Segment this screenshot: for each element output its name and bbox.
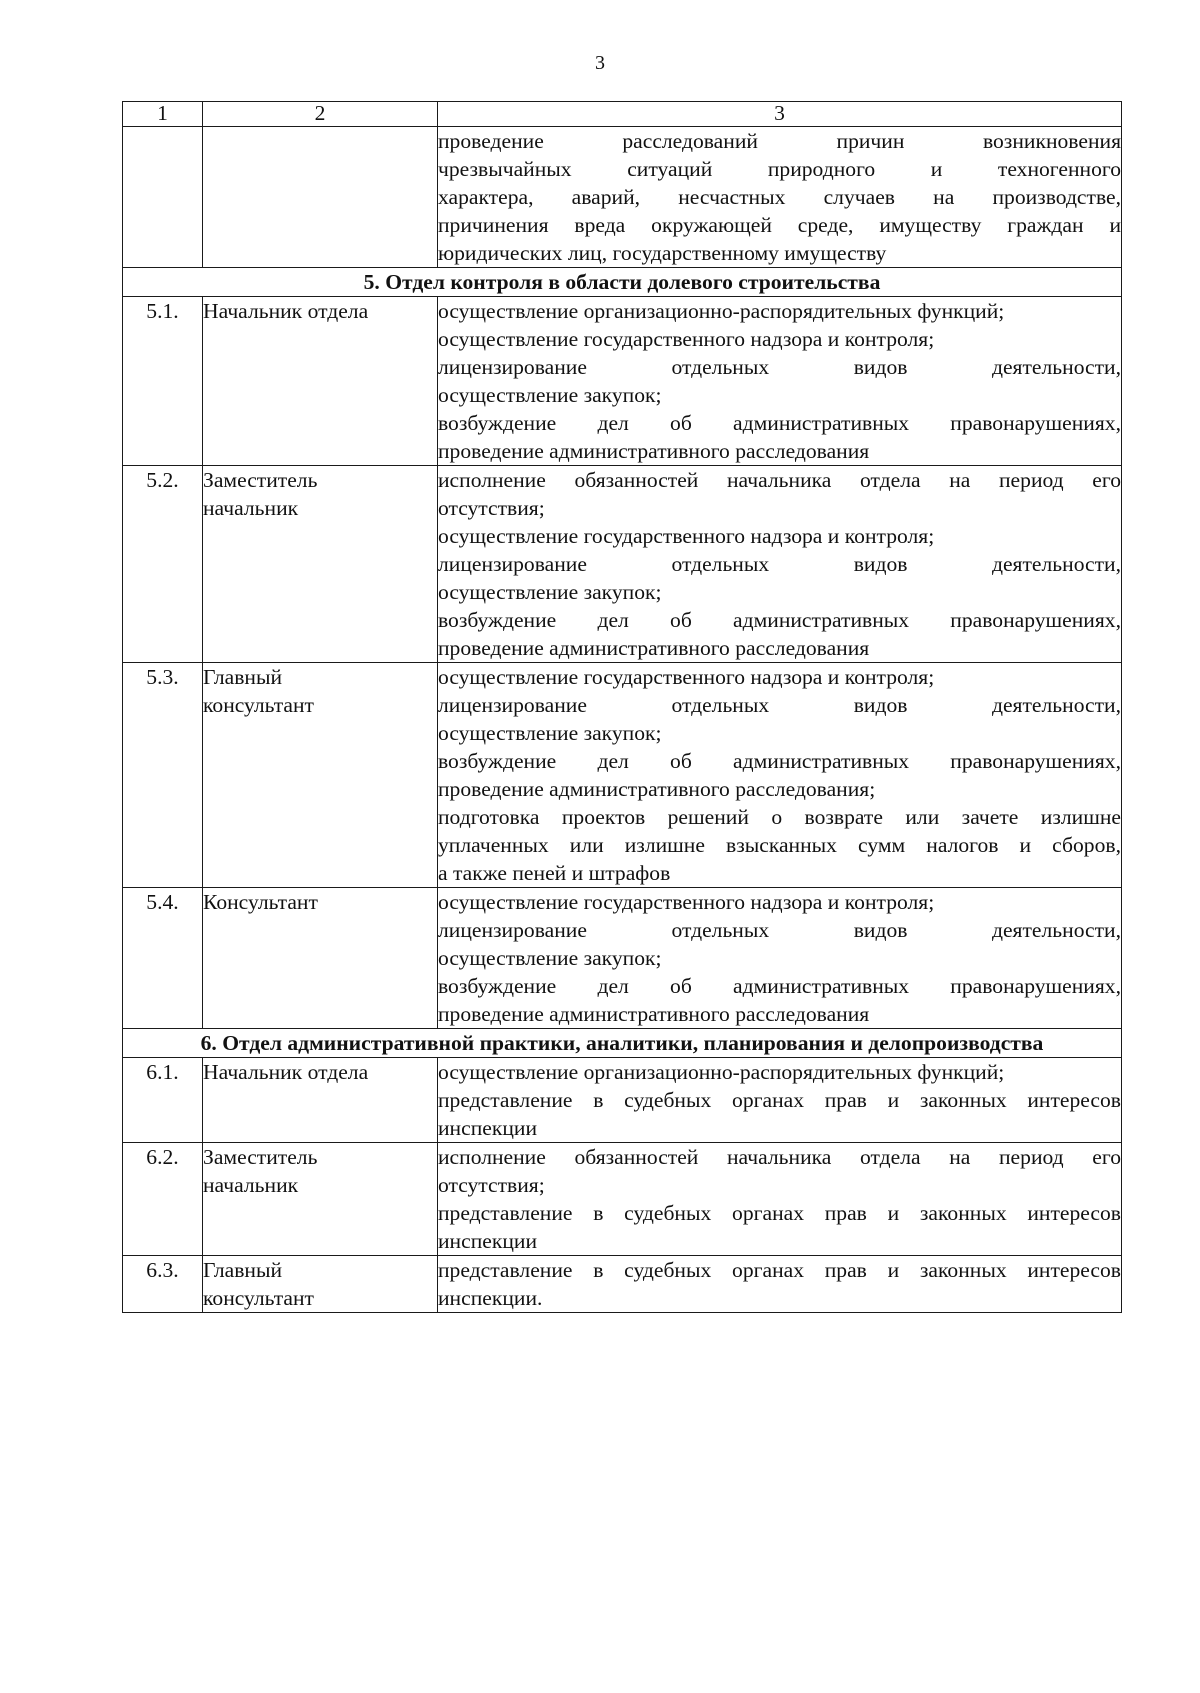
duty-line: проведение расследований причин возникновения: [438, 129, 1121, 153]
duty-line: осуществление государственного надзора и контроля;: [438, 524, 935, 548]
position-title: Главный: [203, 665, 283, 689]
position-cell: [203, 1143, 438, 1256]
duty-line: чрезвычайных ситуаций природного и техногенного: [438, 157, 1121, 181]
duty-line: осуществление организационно-распорядительных функций;: [438, 1060, 1005, 1084]
continuation-duties-cell: [438, 127, 1122, 268]
duty-line: осуществление государственного надзора и контроля;: [438, 890, 935, 914]
duty-line: возбуждение дел об административных правонарушениях,: [438, 974, 1121, 998]
duty-line: осуществление закупок;: [438, 721, 662, 745]
duty-line: лицензирование отдельных видов деятельности,: [438, 693, 1121, 717]
row-number: 6.3.: [123, 1256, 203, 1313]
row-number: 5.1.: [123, 297, 203, 466]
duties-table: [122, 101, 1122, 1313]
duties-cell: [438, 1256, 1122, 1313]
duties-cell: [438, 663, 1122, 888]
section-title: 6. Отдел административной практики, аналитики, планирования и делопроизводства: [123, 1029, 1122, 1058]
position-cell: [203, 297, 438, 466]
duties-cell: [438, 1143, 1122, 1256]
duty-line: представление в судебных органах прав и законных интересов: [438, 1258, 1121, 1282]
duty-line: возбуждение дел об административных правонарушениях,: [438, 411, 1121, 435]
table-row: [123, 663, 1122, 888]
position-title: Начальник отдела: [203, 1060, 369, 1084]
duty-line: возбуждение дел об административных правонарушениях,: [438, 749, 1121, 773]
position-cell: [203, 663, 438, 888]
position-title: Главный: [203, 1258, 283, 1282]
duty-line: проведение административного расследования;: [438, 777, 876, 801]
position-title: начальник: [203, 496, 299, 520]
duty-line: представление в судебных органах прав и законных интересов: [438, 1088, 1121, 1112]
position-title: Заместитель: [203, 1145, 318, 1169]
duty-line: проведение административного расследования: [438, 636, 870, 660]
page-number: 3: [595, 52, 605, 74]
duty-line: исполнение обязанностей начальника отдела на период его: [438, 1145, 1121, 1169]
row-number: 5.4.: [123, 888, 203, 1029]
continuation-position-cell: [203, 127, 438, 268]
duty-line: а также пеней и штрафов: [438, 861, 671, 885]
duty-line: характера, аварий, несчастных случаев на производстве,: [438, 185, 1121, 209]
duty-line: осуществление организационно-распорядительных функций;: [438, 299, 1005, 323]
duty-line: уплаченных или излишне взысканных сумм налогов и сборов,: [438, 833, 1121, 857]
position-title: консультант: [203, 1286, 314, 1310]
duty-line: проведение административного расследования: [438, 439, 870, 463]
row-number: 5.3.: [123, 663, 203, 888]
table-row: [123, 888, 1122, 1029]
continuation-row: [123, 127, 1122, 268]
duty-line: проведение административного расследования: [438, 1002, 870, 1026]
position-cell: [203, 466, 438, 663]
table-header-row: [123, 102, 1122, 127]
duty-line: инспекции.: [438, 1286, 543, 1310]
position-title: Заместитель: [203, 468, 318, 492]
duties-cell: [438, 1058, 1122, 1143]
position-title: Начальник отдела: [203, 299, 369, 323]
section-heading-row: [123, 1029, 1122, 1058]
row-number: 6.1.: [123, 1058, 203, 1143]
section-heading-row: [123, 268, 1122, 297]
duty-line: исполнение обязанностей начальника отдела на период его: [438, 468, 1121, 492]
duty-line: представление в судебных органах прав и законных интересов: [438, 1201, 1121, 1225]
duties-cell: [438, 888, 1122, 1029]
duty-line: отсутствия;: [438, 1173, 545, 1197]
duty-line: лицензирование отдельных видов деятельности,: [438, 355, 1121, 379]
duty-line: осуществление закупок;: [438, 580, 662, 604]
section-title: 5. Отдел контроля в области долевого строительства: [123, 268, 1122, 297]
table-row: [123, 466, 1122, 663]
row-number: 5.2.: [123, 466, 203, 663]
duty-line: осуществление государственного надзора и контроля;: [438, 327, 935, 351]
table-row: [123, 1143, 1122, 1256]
row-number: 6.2.: [123, 1143, 203, 1256]
position-title: Консультант: [203, 890, 318, 914]
duty-line: подготовка проектов решений о возврате или зачете излишне: [438, 805, 1121, 829]
duty-line: осуществление государственного надзора и контроля;: [438, 665, 935, 689]
header-col-1: 1: [123, 102, 203, 127]
duty-line: причинения вреда окружающей среде, имуществу граждан и: [438, 213, 1121, 237]
duty-line: осуществление закупок;: [438, 383, 662, 407]
continuation-num-cell: [123, 127, 203, 268]
position-cell: [203, 888, 438, 1029]
duty-line: юридических лиц, государственному имуществу: [438, 241, 887, 265]
duty-line: осуществление закупок;: [438, 946, 662, 970]
duties-cell: [438, 466, 1122, 663]
table-row: [123, 297, 1122, 466]
duty-line: инспекции: [438, 1116, 537, 1140]
position-title: консультант: [203, 693, 314, 717]
table-row: [123, 1058, 1122, 1143]
header-col-3: 3: [438, 102, 1122, 127]
header-col-2: 2: [203, 102, 438, 127]
duties-cell: [438, 297, 1122, 466]
duty-line: возбуждение дел об административных правонарушениях,: [438, 608, 1121, 632]
duty-line: лицензирование отдельных видов деятельности,: [438, 918, 1121, 942]
position-cell: [203, 1256, 438, 1313]
position-title: начальник: [203, 1173, 299, 1197]
duty-line: инспекции: [438, 1229, 537, 1253]
table-row: [123, 1256, 1122, 1313]
duty-line: лицензирование отдельных видов деятельности,: [438, 552, 1121, 576]
duty-line: отсутствия;: [438, 496, 545, 520]
position-cell: [203, 1058, 438, 1143]
